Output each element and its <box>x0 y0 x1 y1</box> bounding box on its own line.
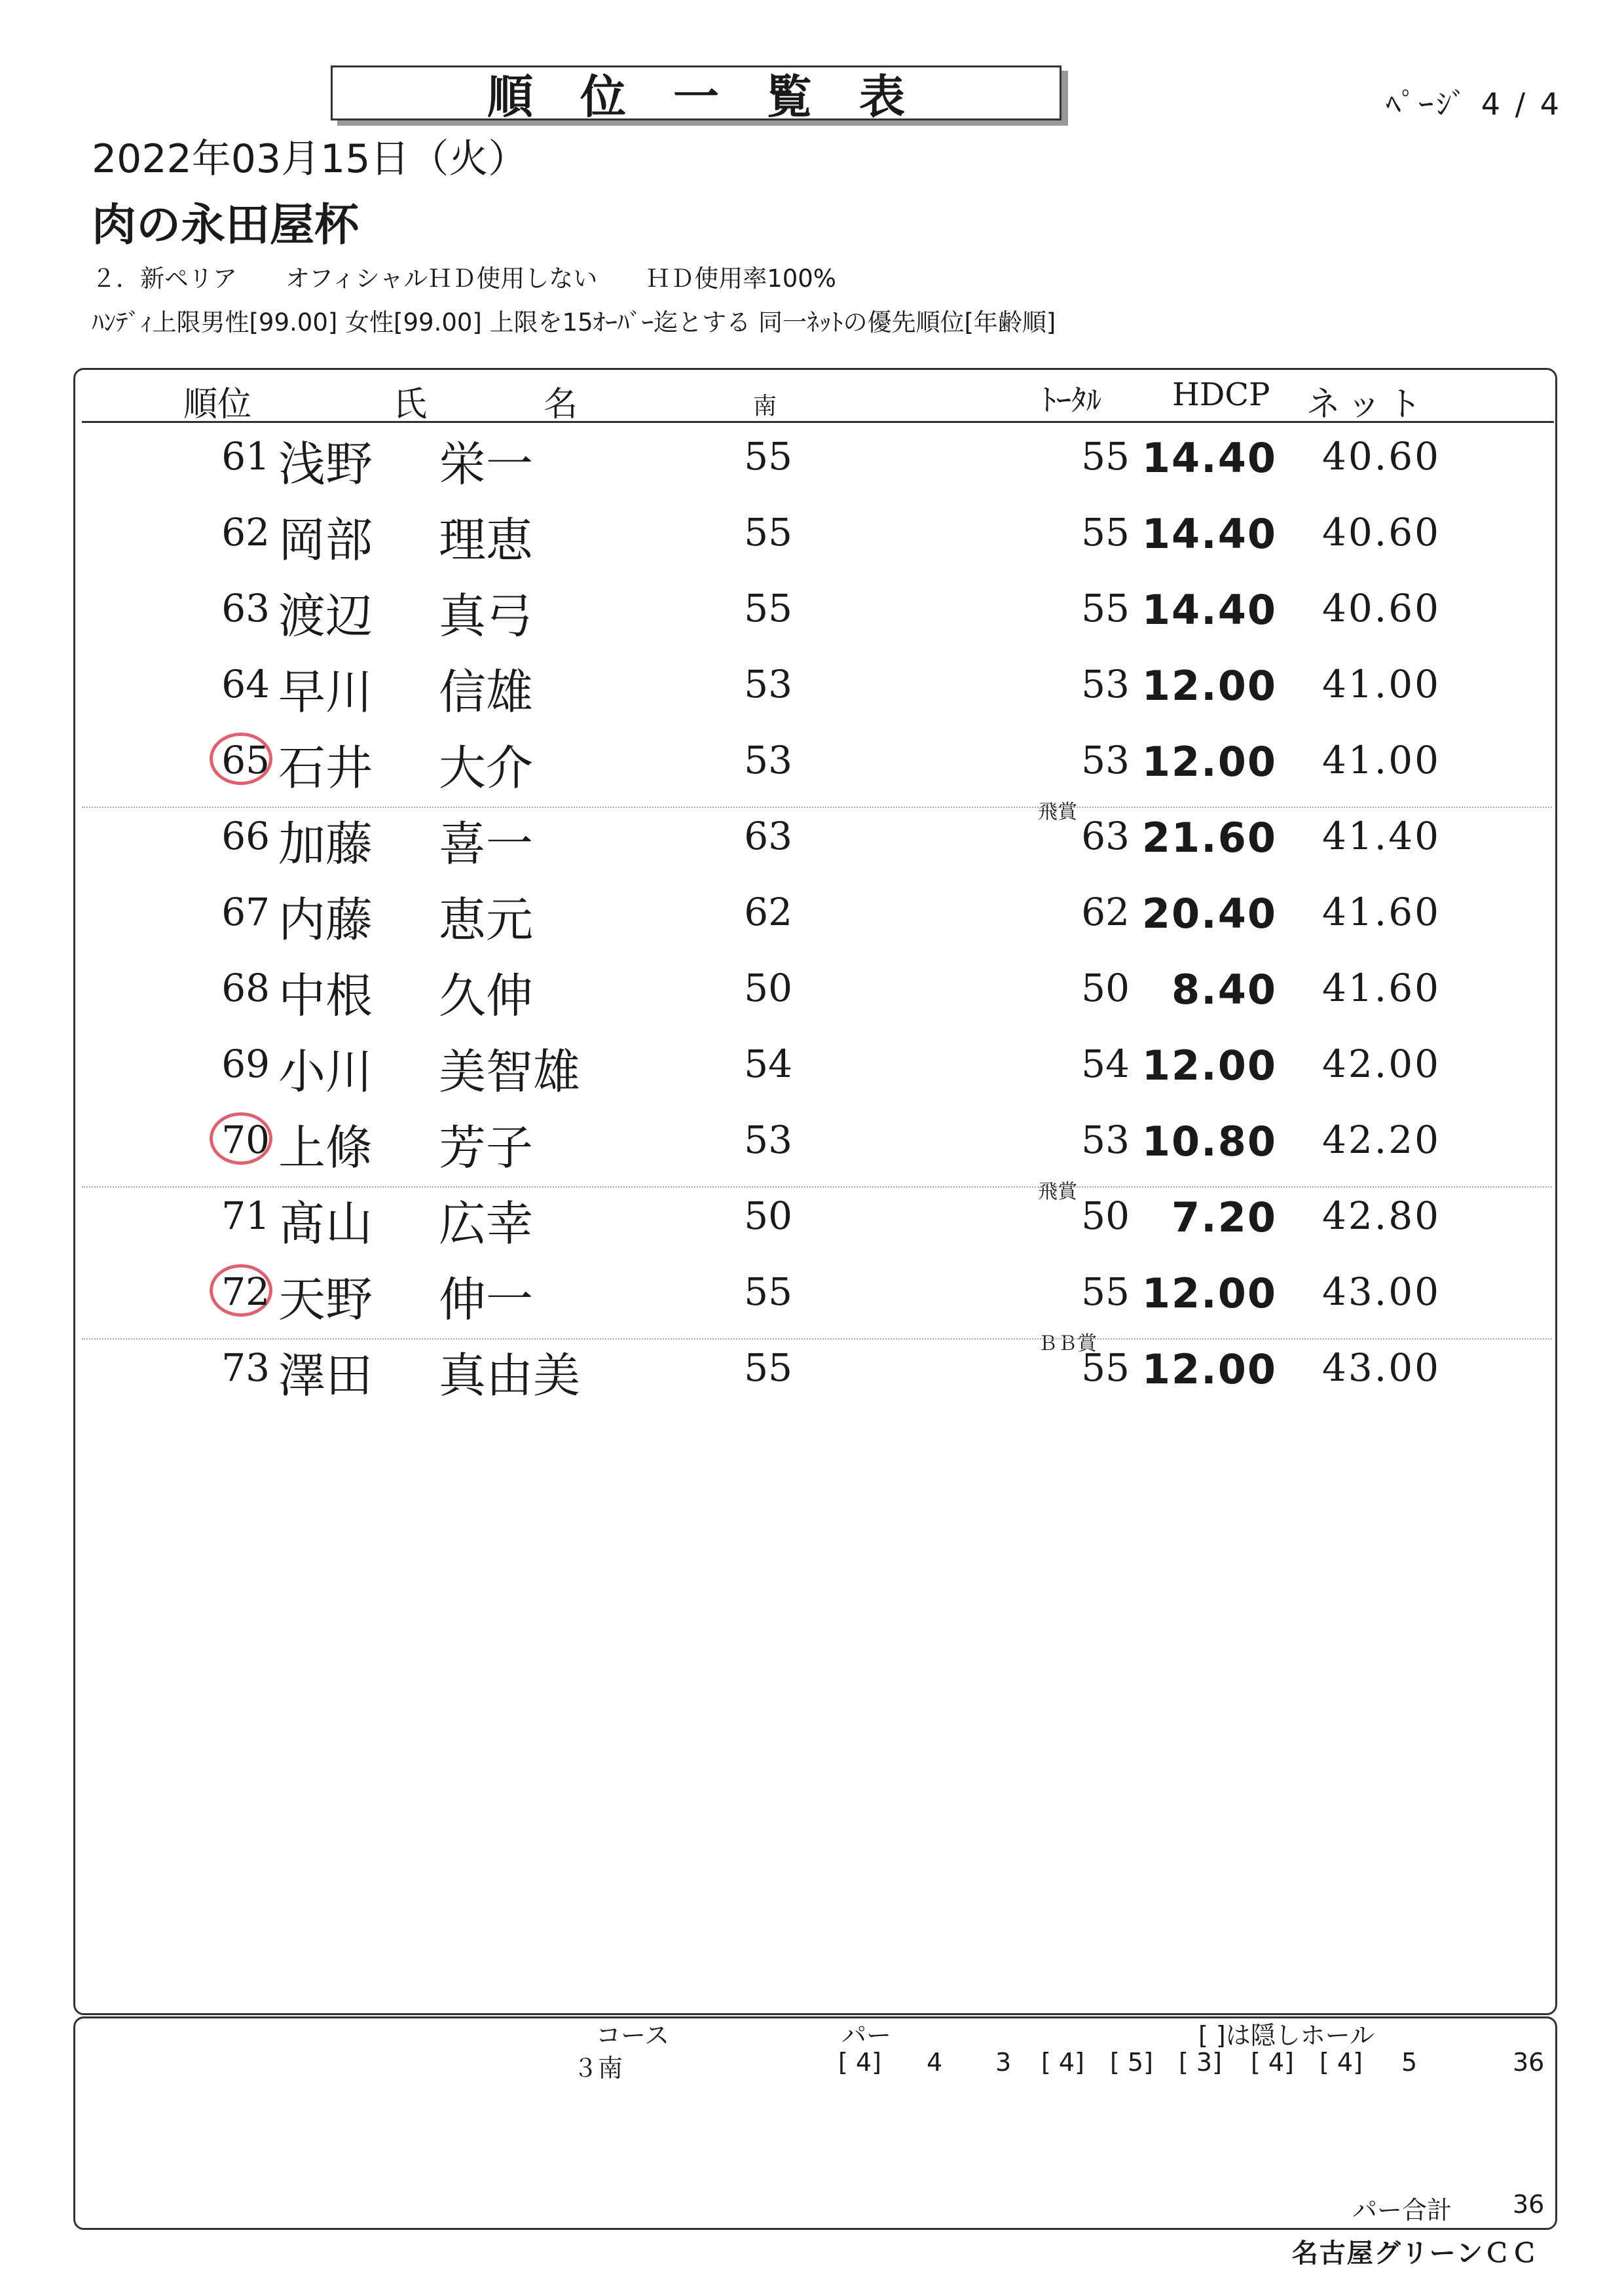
net-score-cell: 41.60 <box>1321 890 1441 934</box>
last-name-cell: 中根 <box>278 968 373 1023</box>
first-name-cell: 恵元 <box>439 892 534 947</box>
rank-cell: 70 <box>221 1118 270 1162</box>
south-score-cell: 55 <box>744 1269 792 1314</box>
hdcp-cell: 20.40 <box>1141 890 1277 938</box>
page-title: 順位一覧表 <box>487 69 952 124</box>
hdcp-cell: 21.60 <box>1141 814 1277 862</box>
total-score-cell: 54 <box>1081 1042 1130 1086</box>
first-name-cell: 広幸 <box>439 1196 534 1251</box>
header-name-1: 氏 <box>393 385 428 424</box>
hole-par: [ 3] <box>1179 2048 1222 2077</box>
last-name-cell: 加藤 <box>278 816 373 871</box>
rules-line-2: ﾊﾝﾃﾞｨ上限男性[99.00] 女性[99.00] 上限を15ｵｰﾊﾞｰ迄とする 同一ﾈｯﾄの優先順位[年齢順] <box>92 308 1056 337</box>
hole-par: 4 <box>927 2048 943 2077</box>
net-score-cell: 40.60 <box>1321 434 1441 479</box>
rank-cell: 68 <box>221 966 270 1010</box>
first-name-cell: 伸一 <box>439 1272 534 1327</box>
hole-par: 5 <box>1401 2048 1418 2077</box>
net-score-cell: 40.60 <box>1321 510 1441 555</box>
first-name-cell: 久伸 <box>439 968 534 1023</box>
par-total-value: 36 <box>1513 2190 1545 2219</box>
net-score-cell: 41.00 <box>1321 738 1441 782</box>
rank-cell: 66 <box>221 814 270 858</box>
header-name-2: 名 <box>544 385 578 424</box>
hole-par: [ 4] <box>1320 2048 1363 2077</box>
club-name: 名古屋グリーンＣＣ <box>1291 2238 1539 2269</box>
hdcp-cell: 14.40 <box>1141 586 1277 634</box>
hidden-hole-note: [ ]は隠しホール <box>1198 2021 1375 2050</box>
last-name-cell: 髙山 <box>278 1196 373 1251</box>
hdcp-cell: 12.00 <box>1141 1345 1277 1393</box>
table-row <box>0 505 1624 581</box>
hdcp-cell: 7.20 <box>1172 1194 1277 1241</box>
table-row <box>0 1112 1624 1203</box>
last-name-cell: 岡部 <box>278 513 373 568</box>
hole-par: [ 5] <box>1110 2048 1153 2077</box>
header-hdcp: HDCP <box>1172 376 1270 413</box>
net-score-cell: 42.80 <box>1321 1194 1441 1238</box>
hdcp-cell: 12.00 <box>1141 1042 1277 1089</box>
table-row <box>0 809 1624 884</box>
south-score-cell: 53 <box>744 1118 792 1162</box>
net-score-cell: 40.60 <box>1321 586 1441 630</box>
south-score-cell: 55 <box>744 1345 792 1390</box>
total-score-cell: 55 <box>1081 1269 1130 1314</box>
header-net: ネット <box>1306 385 1429 424</box>
last-name-cell: 天野 <box>278 1272 373 1327</box>
net-score-cell: 41.00 <box>1321 662 1441 706</box>
first-name-cell: 理恵 <box>439 513 534 568</box>
total-score-cell: 55 <box>1081 1345 1130 1390</box>
last-name-cell: 澤田 <box>278 1348 373 1403</box>
table-row <box>0 884 1624 960</box>
rank-cell: 62 <box>221 510 270 555</box>
hdcp-cell: 14.40 <box>1141 434 1277 482</box>
first-name-cell: 真弓 <box>439 589 534 644</box>
south-score-cell: 55 <box>744 510 792 555</box>
last-name-cell: 浅野 <box>278 437 373 492</box>
first-name-cell: 大介 <box>439 740 534 795</box>
hdcp-cell: 12.00 <box>1141 1269 1277 1317</box>
title-box <box>331 65 1061 124</box>
net-score-cell: 42.00 <box>1321 1042 1441 1086</box>
rank-cell: 71 <box>221 1194 270 1238</box>
hole-par: [ 4] <box>1041 2048 1084 2077</box>
south-score-cell: 62 <box>744 890 792 934</box>
total-score-cell: 55 <box>1081 434 1130 479</box>
last-name-cell: 渡辺 <box>278 589 373 644</box>
south-score-cell: 54 <box>744 1042 792 1086</box>
rank-cell: 69 <box>221 1042 270 1086</box>
rank-cell: 65 <box>221 738 270 782</box>
last-name-cell: 石井 <box>278 740 373 795</box>
last-name-cell: 早川 <box>278 665 373 720</box>
net-score-cell: 43.00 <box>1321 1269 1441 1314</box>
hdcp-cell: 12.00 <box>1141 738 1277 786</box>
net-score-cell: 41.40 <box>1321 814 1441 858</box>
net-score-cell: 43.00 <box>1321 1345 1441 1390</box>
table-row <box>0 1264 1624 1355</box>
total-score-cell: 50 <box>1081 1194 1130 1238</box>
table-row <box>0 1188 1624 1264</box>
net-score-cell: 42.20 <box>1321 1118 1441 1162</box>
first-name-cell: 芳子 <box>439 1120 534 1175</box>
prize-label: 飛賞 <box>1038 1180 1077 1203</box>
total-score-cell: 63 <box>1081 814 1130 858</box>
total-score-cell: 55 <box>1081 586 1130 630</box>
total-score-cell: 62 <box>1081 890 1130 934</box>
table-row <box>0 733 1624 824</box>
par-total-label: パー合計 <box>1352 2196 1452 2225</box>
last-name-cell: 小川 <box>278 1044 373 1099</box>
total-score-cell: 53 <box>1081 1118 1130 1162</box>
table-row <box>0 1340 1624 1416</box>
hdcp-cell: 12.00 <box>1141 662 1277 710</box>
header-rank: 順位 <box>183 385 252 424</box>
course-label: コース <box>596 2021 670 2050</box>
hole-par: 3 <box>995 2048 1012 2077</box>
first-name-cell: 美智雄 <box>439 1044 581 1099</box>
hdcp-cell: 8.40 <box>1172 966 1277 1013</box>
last-name-cell: 上條 <box>278 1120 373 1175</box>
hdcp-cell: 14.40 <box>1141 510 1277 558</box>
south-score-cell: 53 <box>744 738 792 782</box>
table-row <box>0 429 1624 505</box>
rank-cell: 61 <box>221 434 270 479</box>
total-score-cell: 50 <box>1081 966 1130 1010</box>
south-score-cell: 55 <box>744 434 792 479</box>
table-row <box>0 657 1624 733</box>
first-name-cell: 真由美 <box>439 1348 581 1403</box>
page-number: ﾍﾟｰｼﾞ 4 / 4 <box>1386 86 1562 122</box>
total-score-cell: 55 <box>1081 510 1130 555</box>
south-score-cell: 63 <box>744 814 792 858</box>
hdcp-cell: 10.80 <box>1141 1118 1277 1165</box>
hole-par: [ 4] <box>1251 2048 1294 2077</box>
event-date: 2022年03月15日（火） <box>92 136 528 182</box>
header-total: ﾄｰﾀﾙ <box>1041 382 1101 418</box>
first-name-cell: 信雄 <box>439 665 534 720</box>
rank-cell: 72 <box>221 1269 270 1314</box>
rank-cell: 64 <box>221 662 270 706</box>
table-row <box>0 960 1624 1036</box>
prize-label: 飛賞 <box>1038 801 1077 824</box>
first-name-cell: 栄一 <box>439 437 534 492</box>
south-score-cell: 50 <box>744 966 792 1010</box>
total-score-cell: 53 <box>1081 738 1130 782</box>
net-score-cell: 41.60 <box>1321 966 1441 1010</box>
hole-par: [ 4] <box>838 2048 881 2077</box>
south-score-cell: 53 <box>744 662 792 706</box>
south-score-cell: 50 <box>744 1194 792 1238</box>
rank-cell: 73 <box>221 1345 270 1390</box>
header-south: 南 <box>753 393 777 420</box>
rules-line-1: ２．新ペリア オフィシャルＨＤ使用しない ＨＤ使用率100% <box>92 264 836 293</box>
rank-cell: 67 <box>221 890 270 934</box>
south-score-cell: 55 <box>744 586 792 630</box>
table-row <box>0 581 1624 657</box>
par-label: パー <box>841 2021 892 2050</box>
first-name-cell: 喜一 <box>439 816 534 871</box>
event-name: 肉の永田屋杯 <box>92 200 360 251</box>
total-score-cell: 53 <box>1081 662 1130 706</box>
table-row <box>0 1036 1624 1112</box>
prize-label: ＢＢ賞 <box>1038 1332 1097 1355</box>
par-row-total: 36 <box>1513 2048 1545 2077</box>
last-name-cell: 内藤 <box>278 892 373 947</box>
rank-cell: 63 <box>221 586 270 630</box>
course-name: ３南 <box>573 2054 623 2083</box>
